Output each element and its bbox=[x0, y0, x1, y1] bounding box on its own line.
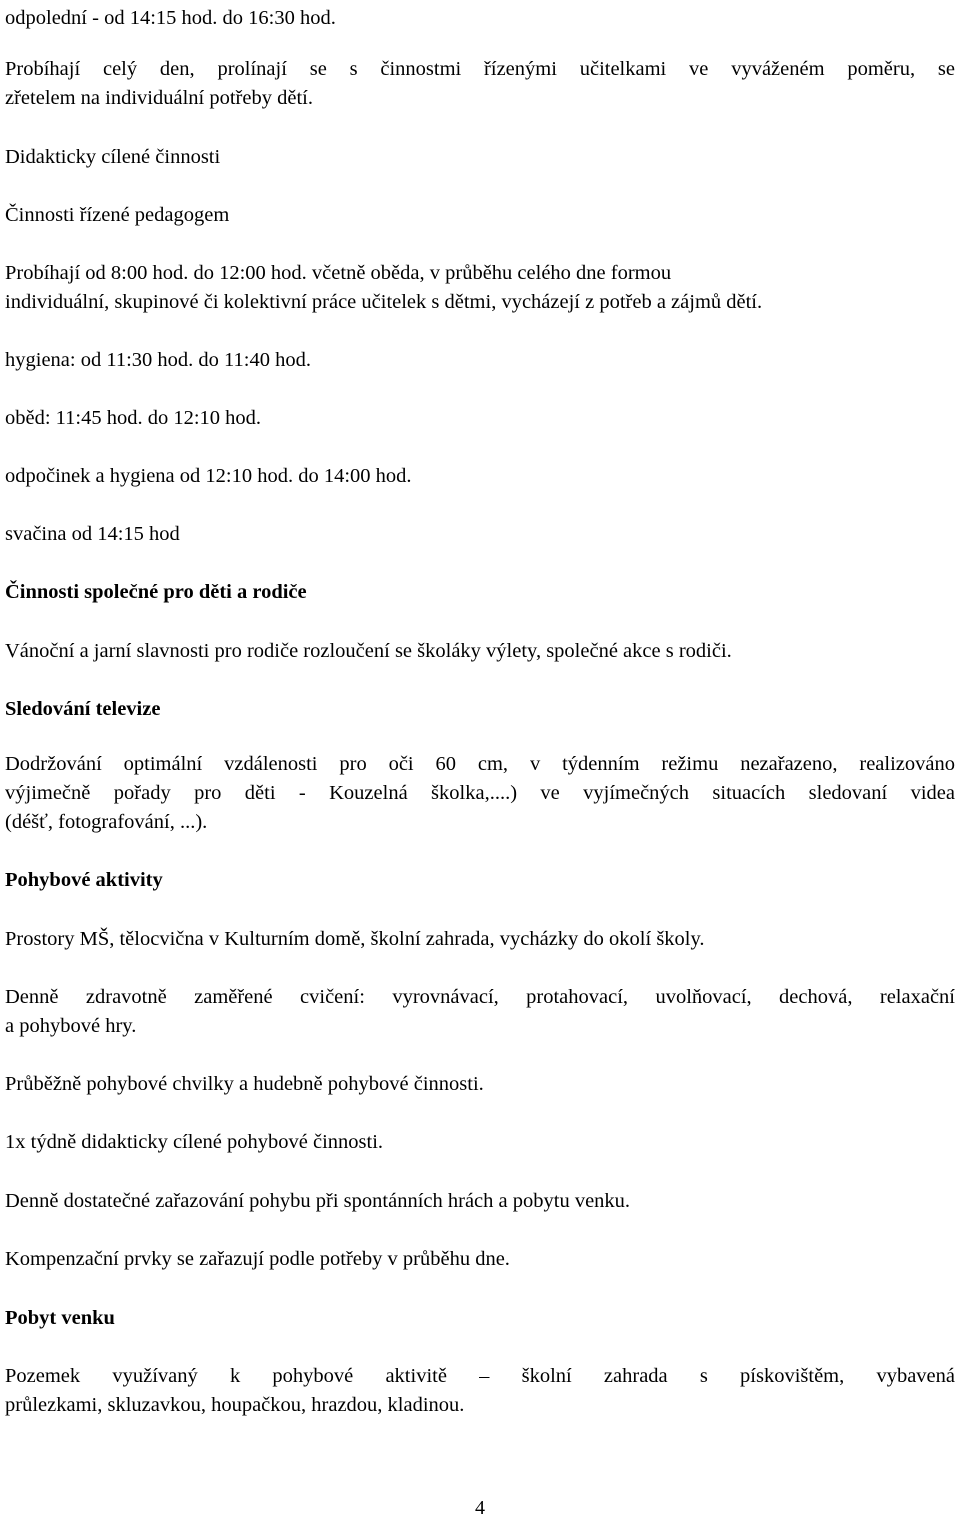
tv-watching-text-line-1: Dodržování optimální vzdálenosti pro oči 60 cm, v týdenním režimu nezařazeno, realizováno bbox=[5, 753, 955, 775]
hygiene-time-text: hygiena: od 11:30 hod. do 11:40 hod. bbox=[5, 349, 311, 371]
schedule-text-line-1: Probíhají od 8:00 hod. do 12:00 hod. včetně oběda, v průběhu celého dne formou bbox=[5, 262, 672, 284]
page-number: 4 bbox=[475, 1497, 485, 1519]
spontaneous-movement-text: Denně dostatečné zařazování pohybu při spontánních hrách a pobytu venku. bbox=[5, 1190, 631, 1212]
joint-activities-heading: Činnosti společné pro děti a rodiče bbox=[5, 581, 307, 603]
tv-watching-text-line-3: (déšť, fotografování, ...). bbox=[5, 811, 208, 833]
outdoor-stay-heading: Pobyt venku bbox=[5, 1307, 115, 1329]
schedule-text-line-2: individuální, skupinové či kolektivní práce učitelek s dětmi, vycházejí z potřeb a zájmů dětí. bbox=[5, 291, 763, 313]
all-day-activities-line-2: zřetelem na individuální potřeby dětí. bbox=[5, 87, 313, 109]
snack-time-text: svačina od 14:15 hod bbox=[5, 523, 180, 545]
movement-spaces-text: Prostory MŠ, tělocvična v Kulturním domě, školní zahrada, vycházky do okolí školy. bbox=[5, 928, 705, 950]
afternoon-time-text: odpolední - od 14:15 hod. do 16:30 hod. bbox=[5, 7, 336, 29]
teacher-led-activities-text: Činnosti řízené pedagogem bbox=[5, 204, 230, 226]
compensation-text: Kompenzační prvky se zařazují podle potřeby v průběhu dne. bbox=[5, 1248, 510, 1270]
tv-watching-heading: Sledování televize bbox=[5, 698, 161, 720]
outdoor-text-line-2: průlezkami, skluzavkou, houpačkou, hrazdou, kladinou. bbox=[5, 1394, 465, 1416]
didactic-activities-heading: Didakticky cílené činnosti bbox=[5, 146, 221, 168]
tv-watching-text-line-2: výjimečně pořady pro děti - Kouzelná školka,....) ve vyjímečných situacích sledovaní videa bbox=[5, 782, 955, 804]
outdoor-text-line-1: Pozemek využívaný k pohybové aktivitě – školní zahrada s pískovištěm, vybavená bbox=[5, 1365, 955, 1387]
movement-activities-heading: Pohybové aktivity bbox=[5, 869, 163, 891]
daily-exercise-text-line-1: Denně zdravotně zaměřené cvičení: vyrovnávací, protahovací, uvolňovací, dechová, relaxační bbox=[5, 986, 955, 1008]
all-day-activities-line-1: Probíhají celý den, prolínají se s činnostmi řízenými učitelkami ve vyváženém poměru, se bbox=[5, 58, 955, 80]
weekly-movement-text: 1x týdně didakticky cílené pohybové činnosti. bbox=[5, 1131, 384, 1153]
daily-exercise-text-line-2: a pohybové hry. bbox=[5, 1015, 137, 1037]
rest-time-text: odpočinek a hygiena od 12:10 hod. do 14:00 hod. bbox=[5, 465, 412, 487]
movement-breaks-text: Průběžně pohybové chvilky a hudebně pohybové činnosti. bbox=[5, 1073, 484, 1095]
joint-activities-text: Vánoční a jarní slavnosti pro rodiče rozloučení se školáky výlety, společné akce s rodiči. bbox=[5, 640, 732, 662]
lunch-time-text: oběd: 11:45 hod. do 12:10 hod. bbox=[5, 407, 262, 429]
